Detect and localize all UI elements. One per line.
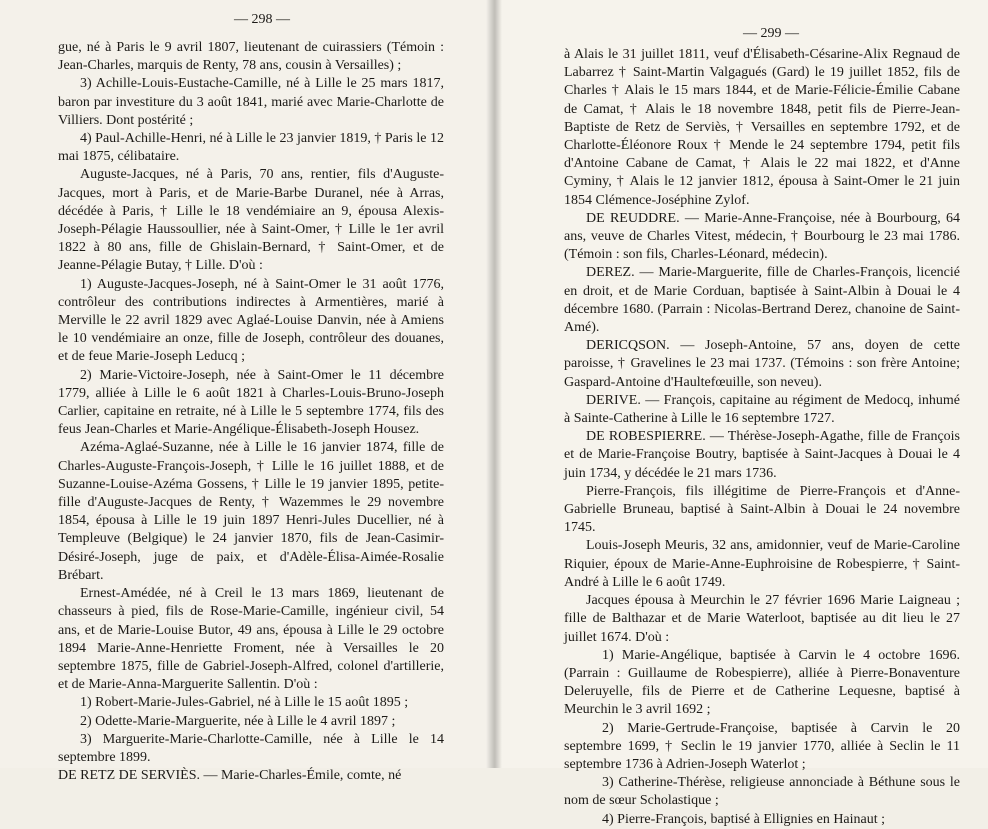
- paragraph: gue, né à Paris le 9 avril 1807, lieutenant de cuirassiers (Témoin : Jean-Charles, marquis de Renty, 78 ans, cousin à Versailles) ;: [58, 40, 444, 74]
- list-item: 1) Marie-Angélique, baptisée à Carvin le 4 octobre 1696. (Parrain : Guillaume de Robespierre), alliée à Pierre-Bonaventure Deleruyelle, fils de Pierre et de Catherine Lequesne, baptisé à Meurchin le 3 avril 1692 ;: [564, 647, 960, 718]
- list-item: 3) Catherine-Thérèse, religieuse annonciade à Béthune sous le nom de sœur Scholastique ;: [564, 775, 960, 809]
- left-page: [0, 0, 494, 784]
- right-page-text: [564, 46, 960, 829]
- page-number-298: — 298 —: [234, 12, 290, 27]
- paragraph: 3) Achille-Louis-Eustache-Camille, né à Lille le 25 mars 1817, baron par investiture du 3 août 1841, marié avec Marie-Charlotte de Villiers. Dont postérité ;: [58, 76, 444, 128]
- right-page: [494, 0, 988, 827]
- list-item: 2) Marie-Gertrude-Françoise, baptisée à Carvin le 20 septembre 1699, † Seclin le 19 janvier 1770, alliée à Seclin le 11 septembre 1736 à Adrien-Joseph Waterlot ;: [564, 720, 960, 772]
- paragraph: Ernest-Amédée, né à Creil le 13 mars 1869, lieutenant de chasseurs à pied, fils de Rose-Marie-Camille, ingénieur civil, 54 ans, et de Marie-Louise Butor, 49 ans, épousa à Lille le 29 octobre 1894 Marie-Anne-Henriette Froment, née à Versailles le 20 septembre 1875, fille de Gabriel-Joseph-Alfred, colonel d'artillerie, et de Marie-Anna-Marguerite Sallentin. D'où :: [58, 586, 444, 693]
- left-page-text: [58, 39, 444, 785]
- paragraph: Auguste-Jacques, né à Paris, 70 ans, rentier, fils d'Auguste-Jacques, mort à Paris, et de Marie-Barbe Duranel, née à Arras, décédée à Paris, † Lille le 18 vendémiaire an 9, épousa Alexis-Joseph-Pélagie Haussoullier, née à Saint-Omer, † Lille le 1er avril 1822 à 80 ans, fille de Ghislain-Bernard, † Saint-Omer, et de Jeanne-Pélagie Butay, † Lille. D'où :: [58, 167, 444, 274]
- paragraph: 2) Marie-Victoire-Joseph, née à Saint-Omer le 11 décembre 1779, alliée à Lille le 6 août 1821 à Charles-Louis-Bruno-Joseph Carlier, capitaine en retraite, né à Lille le 5 septembre 1774, fils des feus Jean-Charles et Marie-Angélique-Élisabeth-Joseph Housez.: [58, 367, 444, 438]
- page-number-299: — 299 —: [743, 26, 799, 41]
- paragraph: DE RETZ DE SERVIÈS. — Marie-Charles-Émile, comte, né: [58, 768, 402, 784]
- list-item: 2) Odette-Marie-Marguerite, née à Lille le 4 avril 1897 ;: [80, 713, 396, 729]
- list-item: 3) Marguerite-Marie-Charlotte-Camille, née à Lille le 14 septembre 1899.: [58, 731, 444, 765]
- list-item: 4) Pierre-François, baptisé à Ellignies en Hainaut ;: [602, 811, 886, 827]
- paragraph: DEREZ. — Marie-Marguerite, fille de Charles-François, licencié en droit, et de Marie Corduan, baptisée à Saint-Albin à Douai le 4 décembre 1680. (Parrain : Nicolas-Bertrand Derez, chanoine de Saint-Amé).: [564, 265, 960, 336]
- paragraph: DE ROBESPIERRE. — Thérèse-Joseph-Agathe, fille de François et de Marie-Françoise Boutry, baptisée à Saint-Jacques à Douai le 4 juin 1734, y décédée le 21 mars 1736.: [564, 429, 960, 481]
- book-gutter-shadow: [486, 0, 502, 768]
- paragraph: Azéma-Aglaé-Suzanne, née à Lille le 16 janvier 1874, fille de Charles-Auguste-François-Joseph, † Lille le 16 juillet 1888, et de Suzanne-Louise-Azéma Gossens, † Lille le 19 janvier 1895, petite-fille d'Auguste-Jacques de Renty, † Wazemmes le 29 novembre 1854, épousa à Lille le 19 juin 1897 Henri-Jules Ducellier, né à Templeuve (Belgique) le 24 janvier 1870, fils de Jean-Casimir-Désiré-Joseph, juge de paix, et d'Adèle-Élisa-Aimée-Rosalie Brébart.: [58, 440, 444, 583]
- paragraph: Jacques épousa à Meurchin le 27 février 1696 Marie Laigneau ; fille de Balthazar et de Marie Waterloot, baptisée au dit lieu le 27 juillet 1674. D'où :: [564, 593, 960, 645]
- paragraph: à Alais le 31 juillet 1811, veuf d'Élisabeth-Césarine-Alix Regnaud de Labarrez † Saint-Martin Valgagués (Gard) le 19 juillet 1852, fils de Charles † Alais le 15 mars 1844, et de Marie-Félicie-Émilie Cabane de Camat, † Alais le 18 novembre 1848, petit fils de Pierre-Jean-Baptiste de Retz de Serviès, † Versailles en septembre 1792, et de Charlotte-Éléonore Roux † Mende le 24 septembre 1794, petit fils d'Antoine Cabane de Camat, † Alais le 22 mai 1822, et d'Anne Cyminy, † Alais le 12 janvier 1812, épousa à Saint-Omer le 21 juin 1854 Clémence-Joséphine Zylof.: [564, 47, 960, 208]
- paragraph: DE REUDDRE. — Marie-Anne-Françoise, née à Bourbourg, 64 ans, veuve de Charles Vitest, médecin, † Bourbourg le 23 mai 1786. (Témoin : son fils, Charles-Léonard, médecin).: [564, 210, 960, 263]
- paragraph: 4) Paul-Achille-Henri, né à Lille le 23 janvier 1819, † Paris le 12 mai 1875, célibataire.: [58, 131, 444, 165]
- paragraph: Pierre-François, fils illégitime de Pierre-François et d'Anne-Gabrielle Bruneau, baptisé à Saint-Albin à Douai le 24 novembre 1745.: [564, 483, 960, 536]
- paragraph: DERICQSON. — Joseph-Antoine, 57 ans, doyen de cette paroisse, † Gravelines le 23 mai 1737. (Témoins : son frère Antoine; Gaspard-Antoine d'Haultefœuille, son neveu).: [564, 338, 960, 390]
- paragraph: 1) Auguste-Jacques-Joseph, né à Saint-Omer le 31 août 1776, contrôleur des contributions indirectes à Armentières, marié à Merville le 22 avril 1829 avec Aglaé-Louise Danvin, née à Amiens le 10 vendémiaire an onze, fille de Joseph, contrôleur des douanes, et de feue Marie-Joseph Leducq ;: [58, 276, 444, 365]
- paragraph: Louis-Joseph Meuris, 32 ans, amidonnier, veuf de Marie-Caroline Riquier, époux de Marie-Anne-Euphroisine de Robespierre, † Saint-André à Lille le 6 août 1749.: [564, 538, 960, 590]
- paragraph: DERIVE. — François, capitaine au régiment de Medocq, inhumé à Sainte-Catherine à Lille le 16 septembre 1727.: [564, 392, 960, 427]
- list-item: 1) Robert-Marie-Jules-Gabriel, né à Lille le 15 août 1895 ;: [80, 695, 409, 711]
